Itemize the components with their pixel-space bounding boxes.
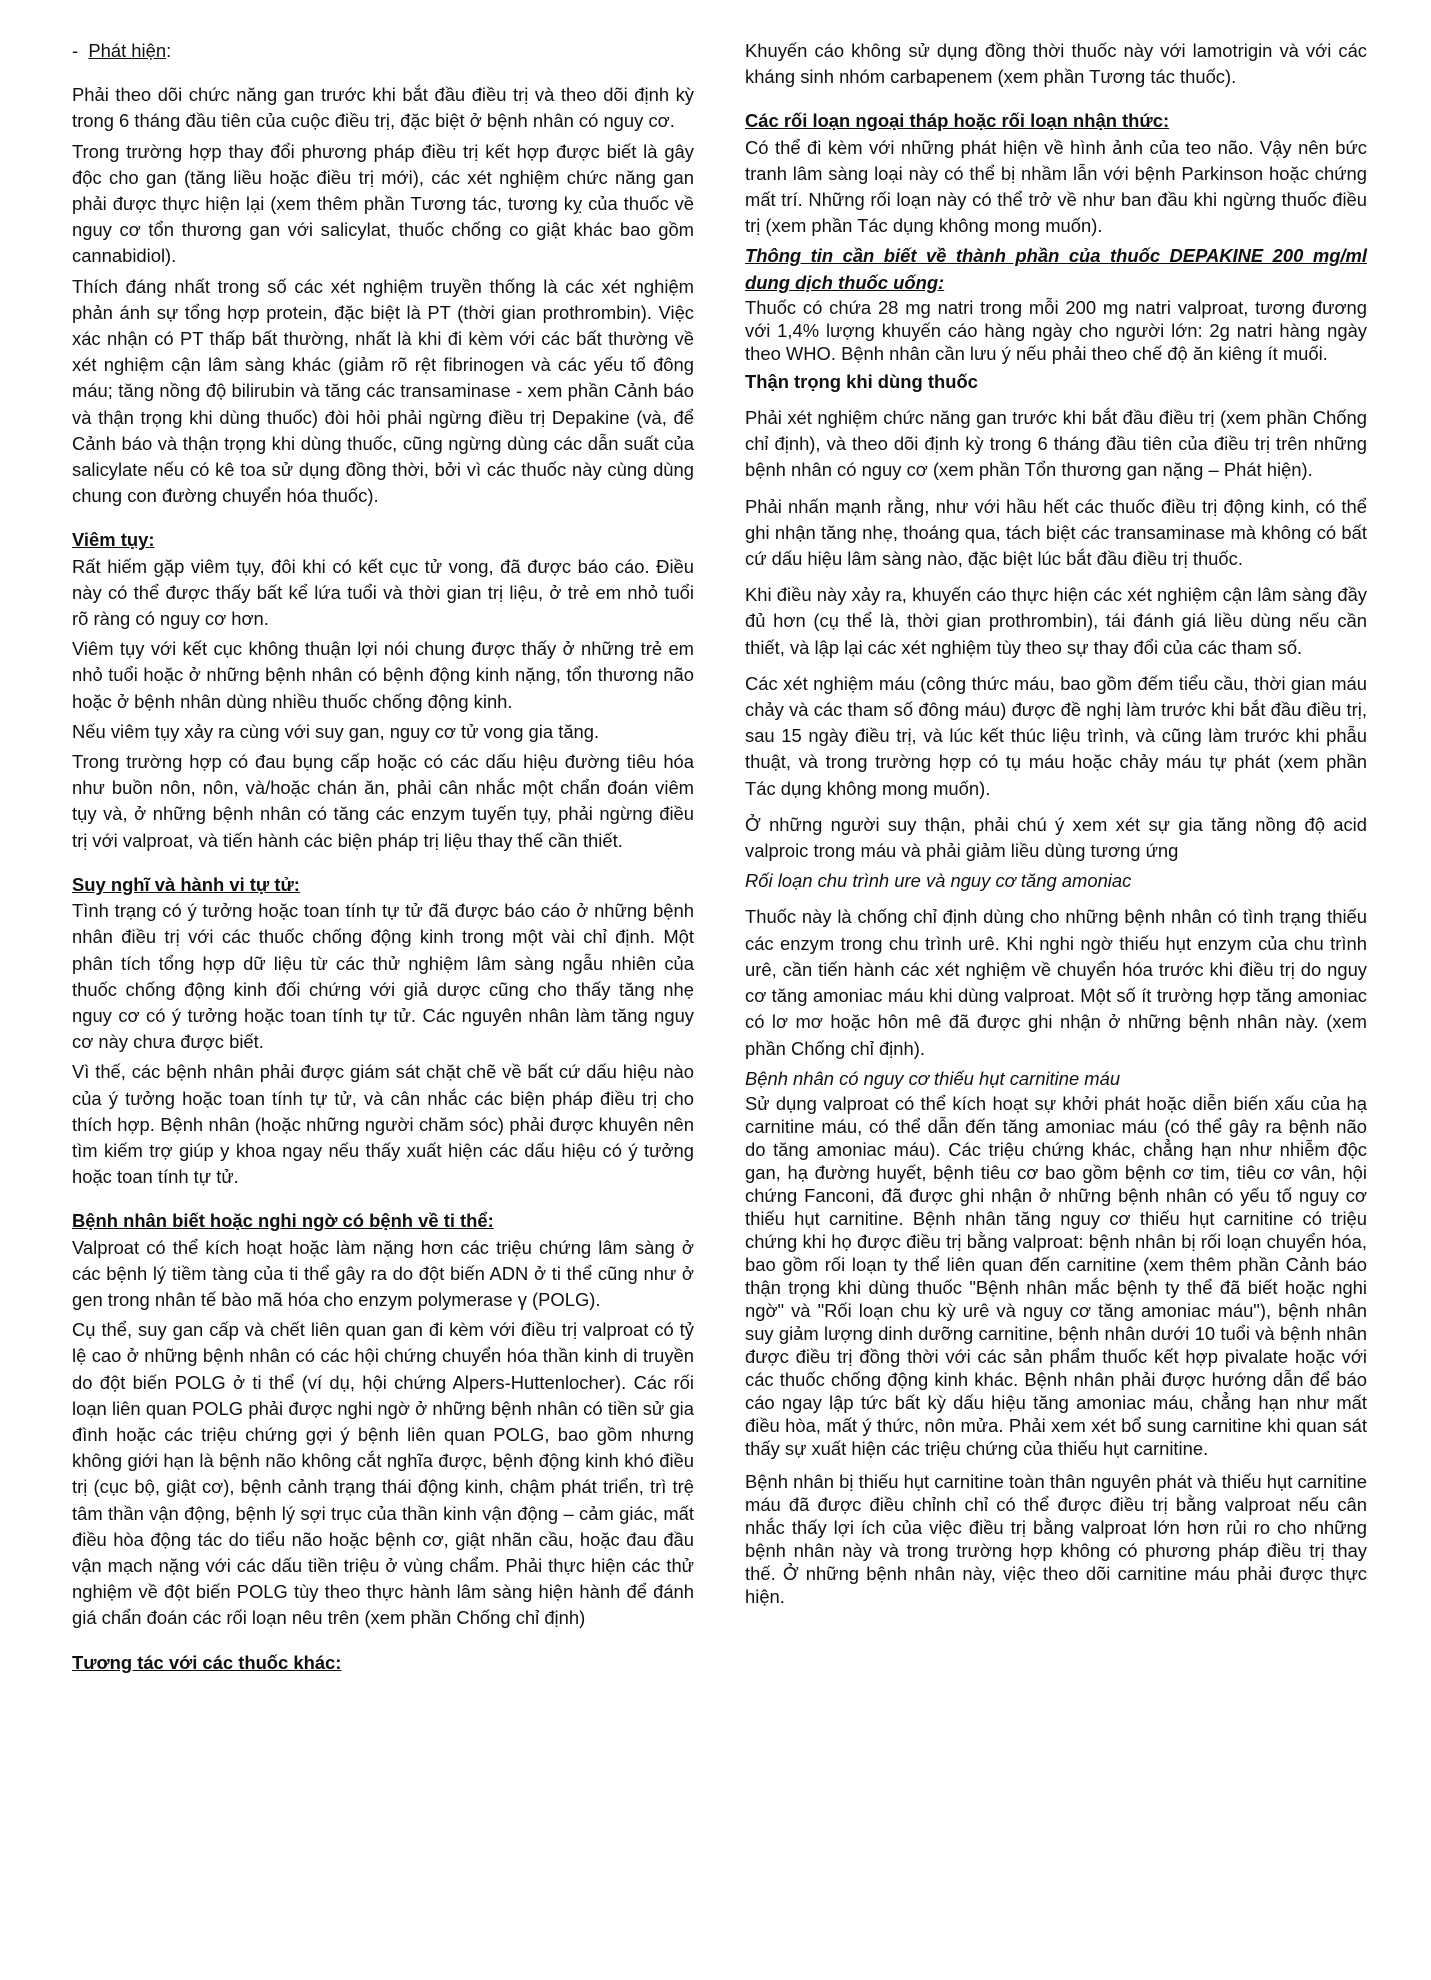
carnitine-paragraph-1: Sử dụng valproat có thể kích hoạt sự khởi phát hoặc diễn biến xấu của hạ carnitine máu, có thể dẫn đến tăng amoniac máu (có thể gây ra bệnh não do tăng amoniac máu). Các triệu chứng khác, chẳng hạn như nhiễm độc gan, hạ đường huyết, bệnh tiêu cơ bao gồm bệnh cơ tim, tiêu cơ vân, hội chứng Fanconi, đã được ghi nhận ở những bệnh nhân có yếu tố nguy cơ thiếu hụt carnitine. Bệnh nhân tăng nguy cơ thiếu hụt carnitine có triệu chứng khi họ được điều trị bằng valproat: bệnh nhân bị rối loạn chuyển hóa, bao gồm rối loạn ty thể liên quan đến carnitine (xem thêm phần Cảnh báo thận trọng khi dùng thuốc "Bệnh nhân mắc bệnh ty thể đã biết hoặc nghi ngờ" và "Rối loạn chu kỳ urê và nguy cơ tăng amoniac máu"), bệnh nhân suy giảm lượng dinh dưỡng carnitine, bệnh nhân dưới 10 tuổi và bệnh nhân được điều trị đồng thời với các sản phẩm thuốc kết hợp pivalate hoặc với các thuốc chống động kinh khác. Bệnh nhân phải được hướng dẫn để báo cáo ngay lập tức bất kỳ dấu hiệu tăng amoniac máu, chẳng hạn như mất điều hòa, mất ý thức, nôn mửa. Phải xem xét bổ sung carnitine khi quan sát thấy sự xuất hiện các triệu chứng của thiếu hụt carnitine. — [745, 1092, 1367, 1459]
detect-paragraph-1: Phải theo dõi chức năng gan trước khi bắt đầu điều trị và theo dõi định kỳ trong 6 tháng đầu tiên của cuộc điều trị, đặc biệt ở bệnh nhân có nguy cơ. — [72, 84, 694, 132]
mitochondrial-paragraph-2: Cụ thể, suy gan cấp và chết liên quan gan đi kèm với điều trị valproat có tỷ lệ cao ở những bệnh nhân có các hội chứng chuyển hóa thần kinh di truyền do đột biến POLG ở ti thể (ví dụ, hội chứng Alpers-Huttenlocher). Các rối loạn liên quan POLG phải được nghi ngờ ở những bệnh nhân có tiền sử gia đình hoặc các triệu chứng gợi ý bệnh liên quan POLG, bao gồm nhưng không giới hạn là bệnh não không cắt nghĩa được, bệnh động kinh khó điều trị (cục bộ, giật cơ), bệnh cảnh trạng thái động kinh, chậm phát triển, trì trệ tâm thần vận động, bệnh lý sợi trục của thần kinh vận động – cảm giác, mất điều hòa động tác do tiểu não hoặc bệnh cơ, giật nhãn cầu, hoặc đau đầu vận mạch nặng với các dấu tiền triệu ở vùng chẩm. Phải thực hiện các thử nghiệm về đột biến POLG tùy theo thực hành lâm sàng hiện hành để đánh giá chẩn đoán các rối loạn nêu trên (xem phần Chống chỉ định) — [72, 1319, 694, 1629]
caution-paragraph-3: Khi điều này xảy ra, khuyến cáo thực hiện các xét nghiệm cận lâm sàng đầy đủ hơn (cụ thể là, thời gian prothrombin), tái đánh giá liều dùng nếu cần thiết, và lập lại các xét nghiệm tùy theo sự thay đổi của các tham số. — [745, 584, 1367, 658]
carnitine-heading: Bệnh nhân có nguy cơ thiếu hụt carnitine máu — [745, 1067, 1121, 1089]
left-column — [72, 38, 694, 1676]
interaction-heading: Tương tác với các thuốc khác: — [72, 1651, 342, 1673]
detect-heading-line: - Phát hiện: — [72, 40, 172, 61]
caution-paragraph-5: Ở những người suy thận, phải chú ý xem xét sự gia tăng nồng độ acid valproic trong máu và phải giảm liều dùng tương ứng — [745, 813, 1367, 862]
pancreatitis-heading: Viêm tụy: — [72, 529, 155, 551]
pancreatitis-paragraph-1: Rất hiếm gặp viêm tụy, đôi khi có kết cục tử vong, đã được báo cáo. Điều này có thể được thấy bất kể lứa tuổi và thời gian trị liệu, ở trẻ em nhỏ tuổi rõ ràng có nguy cơ hơn. — [72, 555, 694, 630]
suicide-paragraph-1: Tình trạng có ý tưởng hoặc toan tính tự tử đã được báo cáo ở những bệnh nhân điều trị với các thuốc chống động kinh trong một vài chỉ định. Một phân tích tổng hợp dữ liệu từ các thử nghiệm lâm sàng ngẫu nhiên của thuốc chống động kinh đối chứng với giả dược cũng cho thấy tăng nhẹ nguy cơ có ý tưởng hoặc toan tính tự tử. Các nguyên nhân làm tăng nguy cơ này chưa được biết. — [72, 900, 694, 1053]
pancreatitis-paragraph-2: Viêm tụy với kết cục không thuận lợi nói chung được thấy ở những trẻ em nhỏ tuổi hoặc ở những bệnh nhân có bệnh động kinh nặng, tổn thương não hoặc ở bệnh nhân dùng nhiều thuốc chống động kinh. — [72, 638, 694, 712]
caution-paragraph-1: Phải xét nghiệm chức năng gan trước khi bắt đầu điều trị (xem phần Chống chỉ định), và theo dõi định kỳ trong 6 tháng đầu tiên của điều trị trên những bệnh nhân có nguy cơ (xem phần Tổn thương gan nặng – Phát hiện). — [745, 407, 1367, 481]
caution-paragraph-4: Các xét nghiệm máu (công thức máu, bao gồm đếm tiểu cầu, thời gian máu chảy và các tham số đông máu) được đề nghị làm trước khi bắt đầu điều trị, sau 15 ngày điều trị, và lúc kết thúc liệu trình, và cũng làm trước khi phẫu thuật, và trong trường hợp có tụ máu hoặc chảy máu tự phát (xem phần Tác dụng không mong muốn). — [745, 672, 1367, 799]
detect-paragraph-3: Thích đáng nhất trong số các xét nghiệm truyền thống là các xét nghiệm phản ánh sự tổng hợp protein, đặc biệt là PT (thời gian prothrombin). Việc xác nhận có PT thấp bất thường, nhất là khi đi kèm với các bất thường về xét nghiệm cận lâm sàng khác (giảm rõ rệt fibrinogen và các yếu tố đông máu; tăng nồng độ bilirubin và tăng các transaminase - xem phần Cảnh báo và thận trọng khi dùng thuốc) đòi hỏi phải ngừng điều trị Depakine (và, để Cảnh báo và thận trọng khi dùng thuốc, cũng ngừng dùng các dẫn suất của salicylate nếu có kê toa sử dụng đồng thời, bởi vì các thuốc này cùng dùng chung con đường chuyển hóa thuốc). — [72, 275, 694, 507]
urea-cycle-heading: Rối loạn chu trình ure và nguy cơ tăng amoniac — [745, 870, 1132, 892]
pancreatitis-paragraph-3: Nếu viêm tụy xảy ra cùng với suy gan, nguy cơ tử vong gia tăng. — [72, 720, 600, 742]
right-column — [745, 38, 1367, 1612]
urea-cycle-paragraph: Thuốc này là chống chỉ định dùng cho những bệnh nhân có tình trạng thiếu các enzym trong chu trình urê. Khi nghi ngờ thiếu hụt enzym của chu trình urê, cần tiến hành các xét nghiệm về chuyển hóa trước khi điều trị do nguy cơ tăng amoniac máu khi dùng valproat. Một số ít trường hợp tăng amoniac có lơ mơ hoặc hôn mê đã được ghi nhận ở những bệnh nhân này. (xem phần Chống chỉ định). — [745, 906, 1367, 1059]
suicide-heading: Suy nghĩ và hành vi tự tử: — [72, 873, 300, 895]
detect-heading: Phát hiện — [88, 40, 167, 61]
composition-info-heading: Thông tin cần biết về thành phần của thuốc DEPAKINE 200 mg/ml dung dịch thuốc uống: — [745, 245, 1367, 293]
suicide-paragraph-2: Vì thế, các bệnh nhân phải được giám sát chặt chẽ về bất cứ dấu hiệu nào của ý tưởng hoặc toan tính tự tử, và cân nhắc các biện pháp điều trị cho thích hợp. Bệnh nhân (hoặc những người chăm sóc) phải được khuyên nên tìm kiếm trợ giúp y khoa ngay nếu thấy xuất hiện các dấu hiệu có ý tưởng hoặc toan tính tự tử. — [72, 1061, 694, 1188]
composition-info-paragraph: Thuốc có chứa 28 mg natri trong mỗi 200 mg natri valproat, tương đương với 1,4% lượng khuyến cáo hàng ngày cho người lớn: 2g natri hàng ngày theo WHO. Bệnh nhân cần lưu ý nếu phải theo chế độ ăn kiêng ít muối. — [745, 296, 1367, 364]
detect-paragraph-2: Trong trường hợp thay đổi phương pháp điều trị kết hợp được biết là gây độc cho gan (tăng liều hoặc điều trị mới), các xét nghiệm chức năng gan phải được thực hiện lại (xem thêm phần Tương tác, tương kỵ của thuốc về nguy cơ tổn thương gan với salicylat, thuốc chống co giật khác bao gồm cannabidiol). — [72, 140, 694, 267]
caution-heading: Thận trọng khi dùng thuốc — [745, 370, 978, 392]
carnitine-paragraph-2: Bệnh nhân bị thiếu hụt carnitine toàn thân nguyên phát và thiếu hụt carnitine máu đã được điều chỉnh chỉ có thể được điều trị bằng valproat nếu cân nhắc thấy lợi ích của việc điều trị bằng valproat lớn hơn rủi ro cho những bệnh nhân này và trong trường hợp không có phương pháp điều trị thay thế. Ở những bệnh nhân này, việc theo dõi carnitine máu phải được thực hiện. — [745, 1470, 1367, 1607]
extrapyramidal-heading: Các rối loạn ngoại tháp hoặc rối loạn nhận thức: — [745, 110, 1170, 132]
pancreatitis-paragraph-4: Trong trường hợp có đau bụng cấp hoặc có các dấu hiệu đường tiêu hóa như buồn nôn, nôn, và/hoặc chán ăn, phải cân nhắc một chẩn đoán viêm tụy và, ở những bệnh nhân có tăng các enzym tuyến tụy, phải ngừng điều trị với valproat, và tiến hành các biện pháp trị liệu thay thế cần thiết. — [72, 751, 694, 851]
mitochondrial-heading: Bệnh nhân biết hoặc nghi ngờ có bệnh về ti thể: — [72, 1210, 494, 1232]
caution-paragraph-2: Phải nhấn mạnh rằng, như với hầu hết các thuốc điều trị động kinh, có thể ghi nhận tăng nhẹ, thoáng qua, tách biệt các transaminase mà không có bất cứ dấu hiệu lâm sàng nào, đặc biệt lúc bắt đầu điều trị thuốc. — [745, 495, 1367, 570]
extrapyramidal-paragraph-1: Có thể đi kèm với những phát hiện về hình ảnh của teo não. Vậy nên bức tranh lâm sàng loại này có thể bị nhầm lẫn với bệnh Parkinson hoặc chứng mất trí. Những rối loạn này có thể trở về như ban đầu khi ngừng thuốc điều trị (xem phần Tác dụng không mong muốn). — [745, 136, 1367, 237]
interaction-paragraph-1: Khuyến cáo không sử dụng đồng thời thuốc này với lamotrigin và với các kháng sinh nhóm carbapenem (xem phần Tương tác thuốc). — [745, 40, 1367, 88]
mitochondrial-paragraph-1: Valproat có thể kích hoạt hoặc làm nặng hơn các triệu chứng lâm sàng ở các bệnh lý tiềm tàng của ti thể gây ra do đột biến ADN ở ti thể cũng như ở gen trong nhân tế bào mã hóa cho enzym polymerase γ (POLG). — [72, 1236, 694, 1310]
